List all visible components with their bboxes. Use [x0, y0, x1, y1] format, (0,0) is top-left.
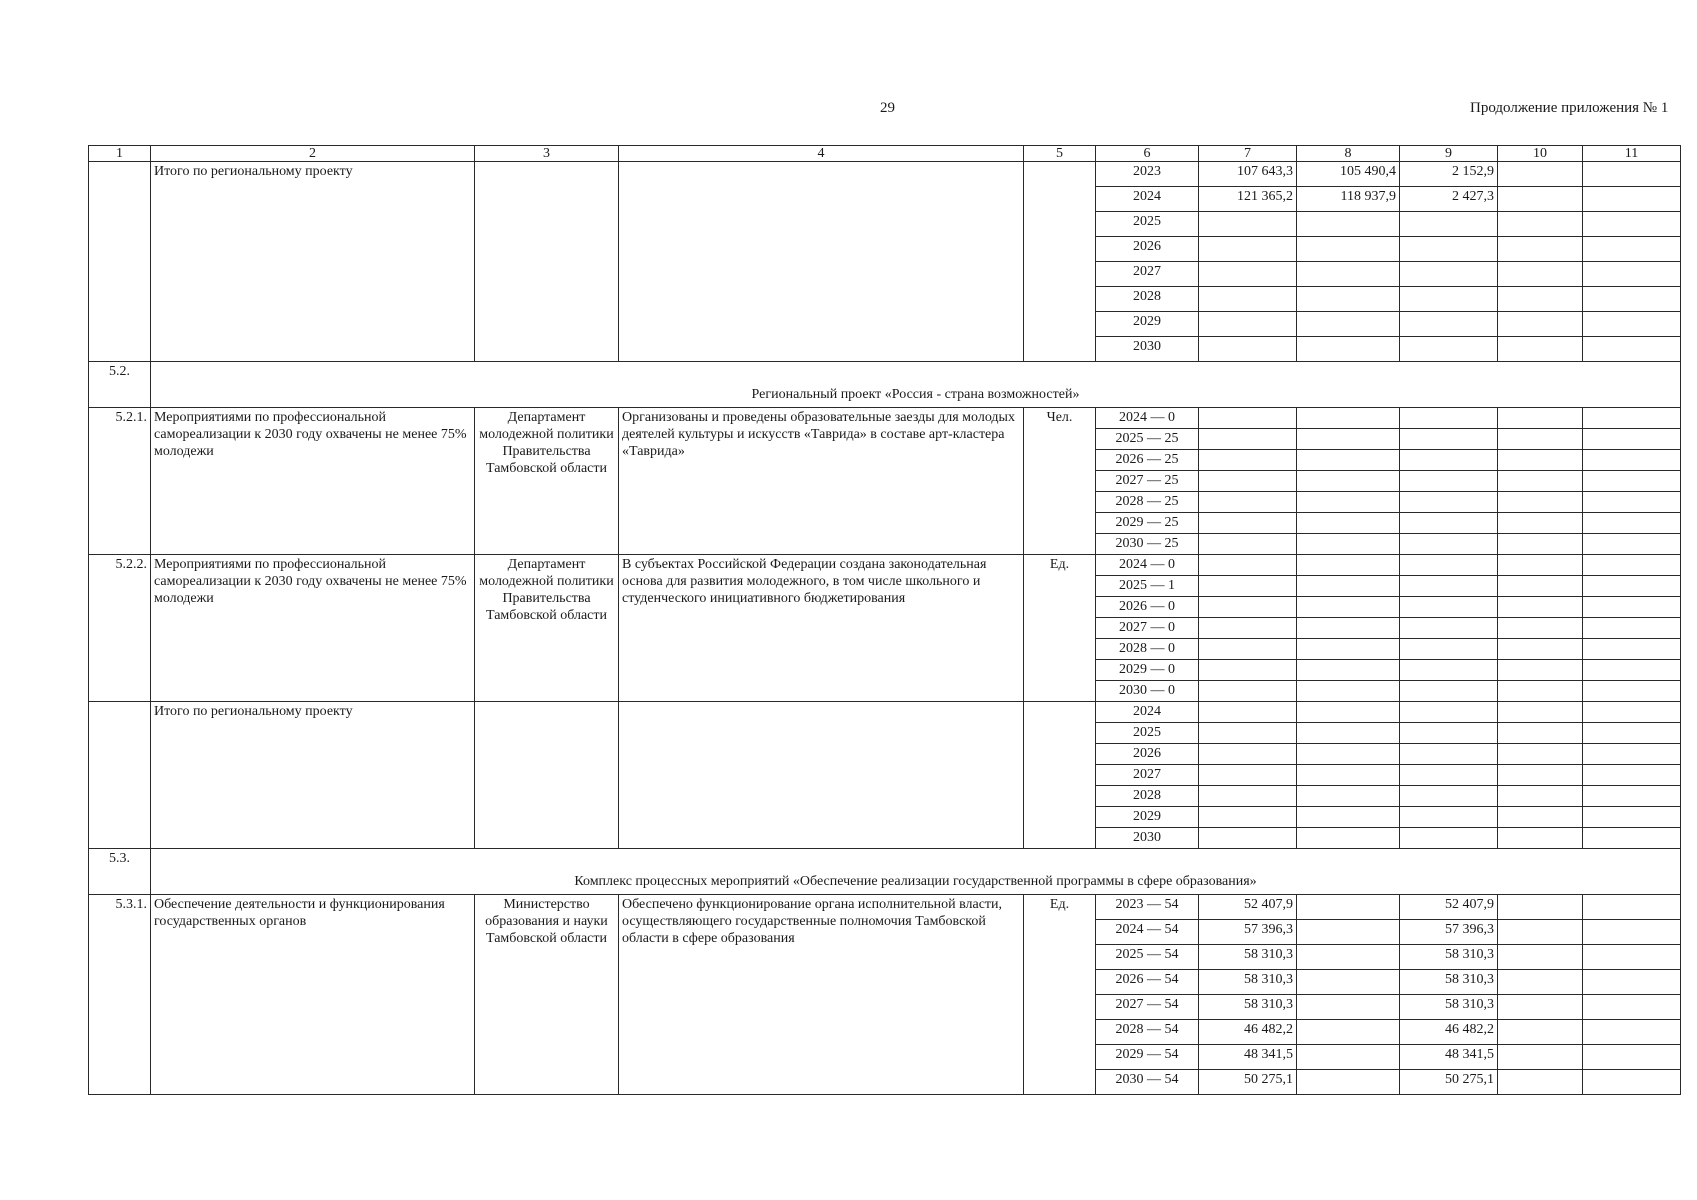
value-col8 [1297, 639, 1400, 660]
item-unit: Чел. [1024, 408, 1096, 555]
item-result [619, 702, 1024, 849]
value-col8 [1297, 1070, 1400, 1095]
value-col10 [1498, 162, 1583, 187]
value-col8 [1297, 786, 1400, 807]
col-header-5: 5 [1024, 146, 1096, 162]
value-col11 [1583, 970, 1681, 995]
value-col10 [1498, 995, 1583, 1020]
value-col10 [1498, 828, 1583, 849]
value-col8 [1297, 429, 1400, 450]
value-col7: 107 643,3 [1199, 162, 1297, 187]
value-col8 [1297, 312, 1400, 337]
value-col9: 57 396,3 [1400, 920, 1498, 945]
value-col9 [1400, 807, 1498, 828]
value-col9 [1400, 212, 1498, 237]
value-col8 [1297, 618, 1400, 639]
year-cell: 2026 — 54 [1096, 970, 1199, 995]
value-col9 [1400, 262, 1498, 287]
value-col8 [1297, 995, 1400, 1020]
value-col11 [1583, 702, 1681, 723]
value-col10 [1498, 945, 1583, 970]
value-col7 [1199, 555, 1297, 576]
col-header-8: 8 [1297, 146, 1400, 162]
item-unit: Ед. [1024, 555, 1096, 702]
value-col9 [1400, 618, 1498, 639]
year-cell: 2028 — 25 [1096, 492, 1199, 513]
value-col9 [1400, 765, 1498, 786]
value-col7: 48 341,5 [1199, 1045, 1297, 1070]
value-col10 [1498, 786, 1583, 807]
value-col11 [1583, 945, 1681, 970]
value-col8 [1297, 555, 1400, 576]
value-col7 [1199, 597, 1297, 618]
year-cell: 2025 — 25 [1096, 429, 1199, 450]
value-col8 [1297, 660, 1400, 681]
year-cell: 2027 [1096, 765, 1199, 786]
value-col10 [1498, 765, 1583, 786]
value-col7 [1199, 765, 1297, 786]
value-col9 [1400, 828, 1498, 849]
value-col11 [1583, 513, 1681, 534]
value-col10 [1498, 1045, 1583, 1070]
value-col10 [1498, 450, 1583, 471]
value-col8 [1297, 597, 1400, 618]
value-col8 [1297, 702, 1400, 723]
item-unit [1024, 702, 1096, 849]
item-unit: Ед. [1024, 895, 1096, 1095]
value-col8 [1297, 212, 1400, 237]
col-header-11: 11 [1583, 146, 1681, 162]
year-cell: 2030 — 25 [1096, 534, 1199, 555]
value-col7 [1199, 681, 1297, 702]
appendix-note: Продолжение приложения № 1 [1470, 100, 1669, 116]
value-col11 [1583, 995, 1681, 1020]
value-col9 [1400, 408, 1498, 429]
value-col9: 48 341,5 [1400, 1045, 1498, 1070]
value-col11 [1583, 492, 1681, 513]
item-name: Мероприятиями по профессиональной самореализации к 2030 году охвачены не менее 75% молодежи [151, 408, 475, 555]
year-cell: 2029 [1096, 807, 1199, 828]
value-col8 [1297, 1045, 1400, 1070]
value-col8 [1297, 828, 1400, 849]
value-col9 [1400, 429, 1498, 450]
item-name: Обеспечение деятельности и функционирования государственных органов [151, 895, 475, 1095]
value-col10 [1498, 287, 1583, 312]
value-col11 [1583, 429, 1681, 450]
table-row [89, 555, 1681, 576]
value-col11 [1583, 471, 1681, 492]
value-col10 [1498, 1020, 1583, 1045]
year-cell: 2025 — 1 [1096, 576, 1199, 597]
value-col11 [1583, 765, 1681, 786]
value-col9 [1400, 513, 1498, 534]
value-col10 [1498, 895, 1583, 920]
year-cell: 2026 — 25 [1096, 450, 1199, 471]
year-cell: 2025 [1096, 212, 1199, 237]
value-col11 [1583, 187, 1681, 212]
value-col9 [1400, 786, 1498, 807]
value-col8 [1297, 492, 1400, 513]
item-executor [475, 162, 619, 362]
year-cell: 2023 — 54 [1096, 895, 1199, 920]
year-cell: 2030 — 54 [1096, 1070, 1199, 1095]
value-col9 [1400, 287, 1498, 312]
year-cell: 2027 — 0 [1096, 618, 1199, 639]
value-col9 [1400, 492, 1498, 513]
item-result [619, 162, 1024, 362]
value-col9: 46 482,2 [1400, 1020, 1498, 1045]
section-number: 5.2. [89, 362, 151, 408]
value-col7 [1199, 702, 1297, 723]
value-col8: 105 490,4 [1297, 162, 1400, 187]
value-col10 [1498, 807, 1583, 828]
value-col10 [1498, 744, 1583, 765]
value-col10 [1498, 555, 1583, 576]
year-cell: 2030 — 0 [1096, 681, 1199, 702]
value-col11 [1583, 555, 1681, 576]
value-col9: 2 152,9 [1400, 162, 1498, 187]
year-cell: 2029 — 0 [1096, 660, 1199, 681]
value-col8 [1297, 681, 1400, 702]
value-col7 [1199, 576, 1297, 597]
program-table [88, 145, 1681, 1095]
value-col11 [1583, 744, 1681, 765]
value-col8 [1297, 237, 1400, 262]
item-number: 5.3.1. [89, 895, 151, 1095]
value-col7 [1199, 807, 1297, 828]
value-col11 [1583, 212, 1681, 237]
value-col7: 50 275,1 [1199, 1070, 1297, 1095]
value-col8 [1297, 807, 1400, 828]
value-col7 [1199, 513, 1297, 534]
value-col8 [1297, 513, 1400, 534]
year-cell: 2028 [1096, 287, 1199, 312]
item-name: Итого по региональному проекту [151, 162, 475, 362]
value-col10 [1498, 187, 1583, 212]
item-number [89, 162, 151, 362]
item-executor [475, 702, 619, 849]
year-cell: 2023 [1096, 162, 1199, 187]
value-col8 [1297, 920, 1400, 945]
value-col10 [1498, 723, 1583, 744]
value-col7: 58 310,3 [1199, 970, 1297, 995]
year-cell: 2030 [1096, 828, 1199, 849]
value-col11 [1583, 162, 1681, 187]
value-col11 [1583, 828, 1681, 849]
item-executor: Департамент молодежной политики Правительства Тамбовской области [475, 555, 619, 702]
value-col9: 52 407,9 [1400, 895, 1498, 920]
value-col9 [1400, 681, 1498, 702]
value-col9 [1400, 744, 1498, 765]
year-cell: 2028 — 0 [1096, 639, 1199, 660]
column-header-row [89, 146, 1681, 162]
value-col7 [1199, 237, 1297, 262]
value-col7 [1199, 828, 1297, 849]
value-col7 [1199, 312, 1297, 337]
col-header-6: 6 [1096, 146, 1199, 162]
value-col11 [1583, 237, 1681, 262]
value-col11 [1583, 723, 1681, 744]
item-result: Организованы и проведены образовательные заезды для молодых деятелей культуры и искусств «Таврида» в составе арт-кластера «Таврида» [619, 408, 1024, 555]
value-col10 [1498, 471, 1583, 492]
section-number: 5.3. [89, 849, 151, 895]
year-cell: 2028 — 54 [1096, 1020, 1199, 1045]
value-col10 [1498, 312, 1583, 337]
value-col9 [1400, 702, 1498, 723]
item-name: Мероприятиями по профессиональной самореализации к 2030 году охвачены не менее 75% молодежи [151, 555, 475, 702]
value-col10 [1498, 429, 1583, 450]
value-col11 [1583, 660, 1681, 681]
value-col10 [1498, 702, 1583, 723]
value-col9 [1400, 312, 1498, 337]
value-col11 [1583, 786, 1681, 807]
year-cell: 2026 — 0 [1096, 597, 1199, 618]
value-col10 [1498, 576, 1583, 597]
value-col7: 57 396,3 [1199, 920, 1297, 945]
value-col7 [1199, 287, 1297, 312]
value-col9 [1400, 723, 1498, 744]
value-col8 [1297, 471, 1400, 492]
item-number: 5.2.1. [89, 408, 151, 555]
value-col7: 52 407,9 [1199, 895, 1297, 920]
value-col8 [1297, 287, 1400, 312]
value-col7: 121 365,2 [1199, 187, 1297, 212]
year-cell: 2026 [1096, 744, 1199, 765]
page-number: 29 [880, 100, 895, 116]
value-col11 [1583, 312, 1681, 337]
year-cell: 2025 [1096, 723, 1199, 744]
value-col10 [1498, 920, 1583, 945]
col-header-9: 9 [1400, 146, 1498, 162]
table-row [89, 408, 1681, 429]
item-unit [1024, 162, 1096, 362]
value-col7 [1199, 262, 1297, 287]
value-col9 [1400, 237, 1498, 262]
value-col7 [1199, 337, 1297, 362]
table-row [89, 895, 1681, 920]
value-col8: 118 937,9 [1297, 187, 1400, 212]
value-col9 [1400, 639, 1498, 660]
value-col8 [1297, 970, 1400, 995]
col-header-4: 4 [619, 146, 1024, 162]
value-col8 [1297, 1020, 1400, 1045]
year-cell: 2024 — 0 [1096, 555, 1199, 576]
value-col9: 58 310,3 [1400, 995, 1498, 1020]
item-number: 5.2.2. [89, 555, 151, 702]
value-col11 [1583, 1045, 1681, 1070]
value-col9: 58 310,3 [1400, 945, 1498, 970]
value-col10 [1498, 492, 1583, 513]
col-header-3: 3 [475, 146, 619, 162]
value-col10 [1498, 597, 1583, 618]
value-col7 [1199, 429, 1297, 450]
value-col8 [1297, 765, 1400, 786]
value-col7 [1199, 618, 1297, 639]
value-col7 [1199, 744, 1297, 765]
year-cell: 2024 — 0 [1096, 408, 1199, 429]
item-executor: Департамент молодежной политики Правительства Тамбовской области [475, 408, 619, 555]
value-col11 [1583, 287, 1681, 312]
value-col11 [1583, 807, 1681, 828]
item-name: Итого по региональному проекту [151, 702, 475, 849]
value-col10 [1498, 212, 1583, 237]
value-col7: 58 310,3 [1199, 945, 1297, 970]
year-cell: 2027 [1096, 262, 1199, 287]
col-header-7: 7 [1199, 146, 1297, 162]
col-header-2: 2 [151, 146, 475, 162]
col-header-10: 10 [1498, 146, 1583, 162]
section-title: Комплекс процессных мероприятий «Обеспечение реализации государственной программы в сфере образования» [151, 849, 1681, 895]
value-col10 [1498, 513, 1583, 534]
value-col10 [1498, 618, 1583, 639]
value-col9 [1400, 597, 1498, 618]
table-row [89, 162, 1681, 187]
value-col9 [1400, 337, 1498, 362]
item-result: В субъектах Российской Федерации создана законодательная основа для развития молодежного, в том числе школьного и студенческого инициативного бюджетирования [619, 555, 1024, 702]
section-title: Региональный проект «Россия - страна возможностей» [151, 362, 1681, 408]
value-col10 [1498, 1070, 1583, 1095]
value-col10 [1498, 534, 1583, 555]
value-col9 [1400, 555, 1498, 576]
value-col10 [1498, 262, 1583, 287]
value-col11 [1583, 597, 1681, 618]
value-col11 [1583, 262, 1681, 287]
value-col7 [1199, 471, 1297, 492]
value-col7 [1199, 450, 1297, 471]
value-col9 [1400, 576, 1498, 597]
value-col7 [1199, 639, 1297, 660]
value-col11 [1583, 895, 1681, 920]
value-col8 [1297, 450, 1400, 471]
year-cell: 2025 — 54 [1096, 945, 1199, 970]
col-header-1: 1 [89, 146, 151, 162]
value-col8 [1297, 744, 1400, 765]
year-cell: 2027 — 54 [1096, 995, 1199, 1020]
value-col7: 58 310,3 [1199, 995, 1297, 1020]
section-row [89, 849, 1681, 895]
value-col8 [1297, 337, 1400, 362]
year-cell: 2029 [1096, 312, 1199, 337]
year-cell: 2024 [1096, 702, 1199, 723]
value-col10 [1498, 660, 1583, 681]
value-col8 [1297, 262, 1400, 287]
value-col8 [1297, 895, 1400, 920]
item-executor: Министерство образования и науки Тамбовской области [475, 895, 619, 1095]
value-col11 [1583, 576, 1681, 597]
value-col9 [1400, 471, 1498, 492]
value-col8 [1297, 945, 1400, 970]
value-col7 [1199, 212, 1297, 237]
value-col9: 58 310,3 [1400, 970, 1498, 995]
value-col10 [1498, 970, 1583, 995]
year-cell: 2024 — 54 [1096, 920, 1199, 945]
value-col11 [1583, 618, 1681, 639]
value-col11 [1583, 639, 1681, 660]
value-col11 [1583, 1070, 1681, 1095]
item-result: Обеспечено функционирование органа исполнительной власти, осуществляющего государственные полномочия Тамбовской области в сфере образования [619, 895, 1024, 1095]
value-col8 [1297, 723, 1400, 744]
value-col7 [1199, 660, 1297, 681]
value-col11 [1583, 1020, 1681, 1045]
value-col11 [1583, 408, 1681, 429]
value-col9: 2 427,3 [1400, 187, 1498, 212]
value-col9: 50 275,1 [1400, 1070, 1498, 1095]
year-cell: 2027 — 25 [1096, 471, 1199, 492]
value-col9 [1400, 660, 1498, 681]
year-cell: 2030 [1096, 337, 1199, 362]
value-col9 [1400, 534, 1498, 555]
value-col10 [1498, 639, 1583, 660]
year-cell: 2029 — 25 [1096, 513, 1199, 534]
value-col9 [1400, 450, 1498, 471]
year-cell: 2026 [1096, 237, 1199, 262]
year-cell: 2028 [1096, 786, 1199, 807]
value-col8 [1297, 534, 1400, 555]
value-col11 [1583, 337, 1681, 362]
value-col10 [1498, 237, 1583, 262]
item-number [89, 702, 151, 849]
value-col11 [1583, 681, 1681, 702]
value-col7: 46 482,2 [1199, 1020, 1297, 1045]
value-col11 [1583, 450, 1681, 471]
value-col10 [1498, 681, 1583, 702]
value-col7 [1199, 534, 1297, 555]
value-col7 [1199, 408, 1297, 429]
year-cell: 2029 — 54 [1096, 1045, 1199, 1070]
year-cell: 2024 [1096, 187, 1199, 212]
value-col10 [1498, 337, 1583, 362]
table-row [89, 702, 1681, 723]
value-col7 [1199, 786, 1297, 807]
value-col7 [1199, 723, 1297, 744]
section-row [89, 362, 1681, 408]
value-col8 [1297, 576, 1400, 597]
value-col8 [1297, 408, 1400, 429]
value-col11 [1583, 920, 1681, 945]
value-col10 [1498, 408, 1583, 429]
value-col11 [1583, 534, 1681, 555]
value-col7 [1199, 492, 1297, 513]
